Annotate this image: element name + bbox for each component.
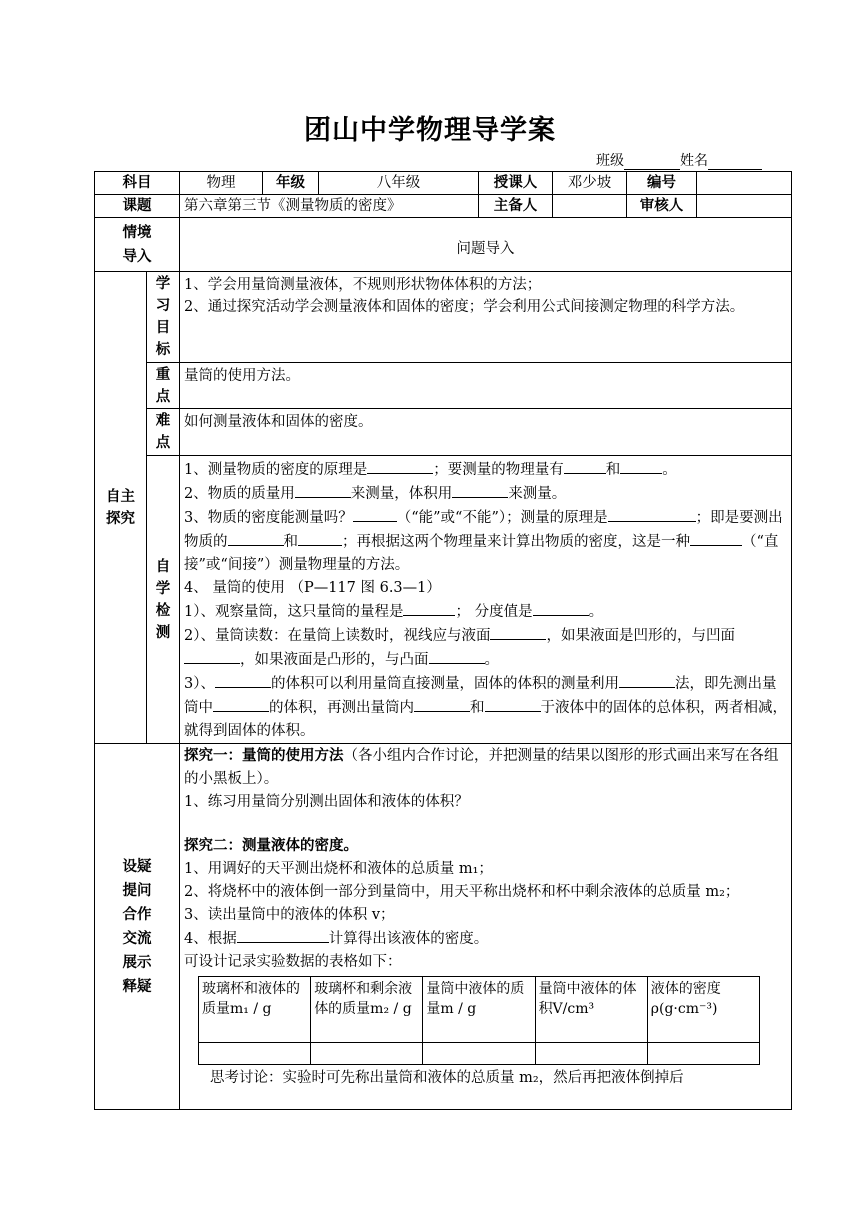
blank[interactable] [490,624,546,640]
reviewer-label: 审核人 [627,195,697,218]
subject-label: 科目 [95,172,180,195]
page-title: 团山中学物理导学案 [304,115,556,146]
lesson-table [94,171,792,1110]
text-segment: 计算得出该液体的密度。 [328,931,489,947]
check-label: 自 学 检 测 [147,456,180,744]
check-q4: 4、 量筒的使用 （P—117 图 6.3—1） [184,580,441,596]
step-4 [184,927,787,951]
text-segment: ； [695,510,711,526]
table-header: 液体的密度ρ(g·cm⁻³) [647,977,759,1043]
blank[interactable] [213,696,269,712]
text-segment: 。 [588,604,604,620]
grade-value: 八年级 [319,172,479,195]
blank[interactable] [533,600,589,616]
text-segment: 2）、量筒读数：在量筒上读数时，视线应与液面 [184,628,491,644]
table-cell[interactable] [311,1043,423,1065]
check-q3 [184,506,787,577]
check-q1 [184,458,787,482]
table-intro: 可设计记录实验数据的表格如下： [184,954,402,970]
text-segment: （“直接”或“间接”）测量物理量的方法。 [184,534,779,573]
self-check-content [180,456,792,744]
key-point: 量筒的使用方法。 [180,363,792,409]
check-q4-2 [184,624,787,672]
subject-value: 物理 [180,172,263,195]
data-record-table [198,976,760,1065]
exploration-1 [184,745,787,791]
grade-label: 年级 [263,172,319,195]
number-value[interactable] [697,172,792,195]
blank[interactable] [215,672,271,688]
preparer-label: 主备人 [479,195,553,218]
difficult-point: 如何测量液体和固体的密度。 [180,409,792,456]
topic-value: 第六章第三节《测量物质的密度》 [180,195,479,218]
table-cell[interactable] [199,1043,311,1065]
text-segment: 。 [484,652,499,668]
text-segment: ；再根据这两个物理量来计算出物质的密度，这是一种 [342,534,690,550]
text-segment: 1、测量物质的密度的原理是 [184,462,368,478]
class-blank[interactable] [624,155,680,170]
blank[interactable] [452,482,508,498]
table-header: 量筒中液体的体积V/cm³ [535,977,647,1043]
blank[interactable] [298,530,342,546]
exploration-1-task: 1、练习用量筒分别测出固体和液体的体积？ [184,794,469,810]
preparer-value[interactable] [553,195,627,218]
number-label: 编号 [627,172,697,195]
exploration-2-title: 探究二：测量液体的密度。 [184,838,358,854]
blank[interactable] [184,648,240,664]
text-segment: ，如果液面是凹形的，与凹面 [546,628,735,644]
text-segment: 和 [470,700,485,716]
table-cell[interactable] [647,1043,759,1065]
check-q4-1 [184,600,787,624]
class-name-line [596,150,762,170]
goal-2: 2、通过探究活动学会测量液体和固体的密度；学会利用公式间接测定物理的科学方法。 [184,299,745,315]
text-segment: 3、物质的密度能测量吗？ [184,510,353,526]
text-segment: 和 [605,462,621,478]
table-header: 量筒中液体的质量m / g [423,977,535,1043]
blank[interactable] [353,506,397,522]
text-segment: ；要测量的物理量有 [433,462,564,478]
step-1: 1、用调好的天平测出烧杯和液体的总质量 m₁； [184,861,493,877]
blank[interactable] [237,927,329,943]
table-header: 玻璃杯和剩余液体的质量m₂ / g [311,977,423,1043]
name-label: 姓名 [680,153,708,169]
blank[interactable] [228,530,284,546]
blank[interactable] [367,458,433,474]
text-segment: 探究一：量筒的使用方法 [184,748,344,764]
situation-content: 问题导入 [180,218,792,272]
text-segment: 2、物质的质量用 [184,486,295,502]
table-cell[interactable] [423,1043,535,1065]
teacher-label: 授课人 [479,172,553,195]
blank[interactable] [295,482,351,498]
inquiry-content [180,744,792,1110]
reviewer-value[interactable] [697,195,792,218]
text-segment: 即是要测出物质的 [184,510,783,550]
text-segment: 的体积，再测出量筒内 [269,700,414,716]
text-segment: ； 分度值是 [455,604,533,620]
table-header: 玻璃杯和液体的质量m₁ / g [199,977,311,1043]
text-segment: 的体积可以利用量筒直接测量，固体的体积的测量利用 [270,676,619,692]
text-segment: 。 [662,462,677,478]
topic-label: 课题 [95,195,180,218]
situation-label: 情境 导入 [95,218,180,272]
inquiry-label: 设疑 提问 合作 交流 展示 释疑 [95,744,180,1110]
check-q4-3 [184,672,787,743]
blank[interactable] [564,458,606,474]
text-segment: 1）、观察量筒，这只量筒的量程是 [184,604,404,620]
self-study-label: 自主 探究 [95,272,147,744]
text-segment: ，如果液面是凸形的，与凸面 [240,652,429,668]
blank[interactable] [403,600,455,616]
blank[interactable] [414,696,470,712]
step-2: 2、将烧杯中的液体倒一部分到量筒中，用天平称出烧杯和杯中剩余液体的总质量 m₂； [184,884,740,900]
text-segment: 3）、 [184,676,215,692]
text-segment: （“能”或“不能”）；测量的原理是 [396,510,608,526]
blank[interactable] [619,672,675,688]
text-segment: 4、根据 [184,931,237,947]
blank[interactable] [429,648,485,664]
name-blank[interactable] [708,155,762,170]
text-segment: 和 [283,534,298,550]
check-q2 [184,482,787,506]
goals-label: 学 习 目 标 [147,272,180,363]
blank[interactable] [485,696,541,712]
text-segment: 于液体中的固体的总体积，两者相减，就得到固体的体积。 [184,700,787,739]
goal-1: 1、学会用量筒测量液体，不规则形状物体体积的方法； [184,277,542,293]
blank[interactable] [608,506,696,522]
blank[interactable] [690,530,742,546]
teacher-value: 邓少坡 [553,172,627,195]
goals-content [180,272,792,363]
class-label: 班级 [596,153,624,169]
difficult-label: 难 点 [147,409,180,456]
text-segment: 来测量，体积用 [350,486,453,502]
text-segment: 来测量。 [508,486,567,502]
text-segment: 法，即先测出量筒中 [184,676,777,716]
table-cell[interactable] [535,1043,647,1065]
discussion: 思考讨论：实验时可先称出量筒和液体的总质量 m₂，然后再把液体倒掉后 [210,1070,684,1086]
blank[interactable] [620,458,662,474]
key-label: 重 点 [147,363,180,409]
text-segment: （各小组内合作讨论，并把测量的结果以图形的形式画出来写在各组的小黑板上）。 [184,748,779,787]
step-3: 3、读出量筒中的液体的体积 v； [184,907,395,923]
